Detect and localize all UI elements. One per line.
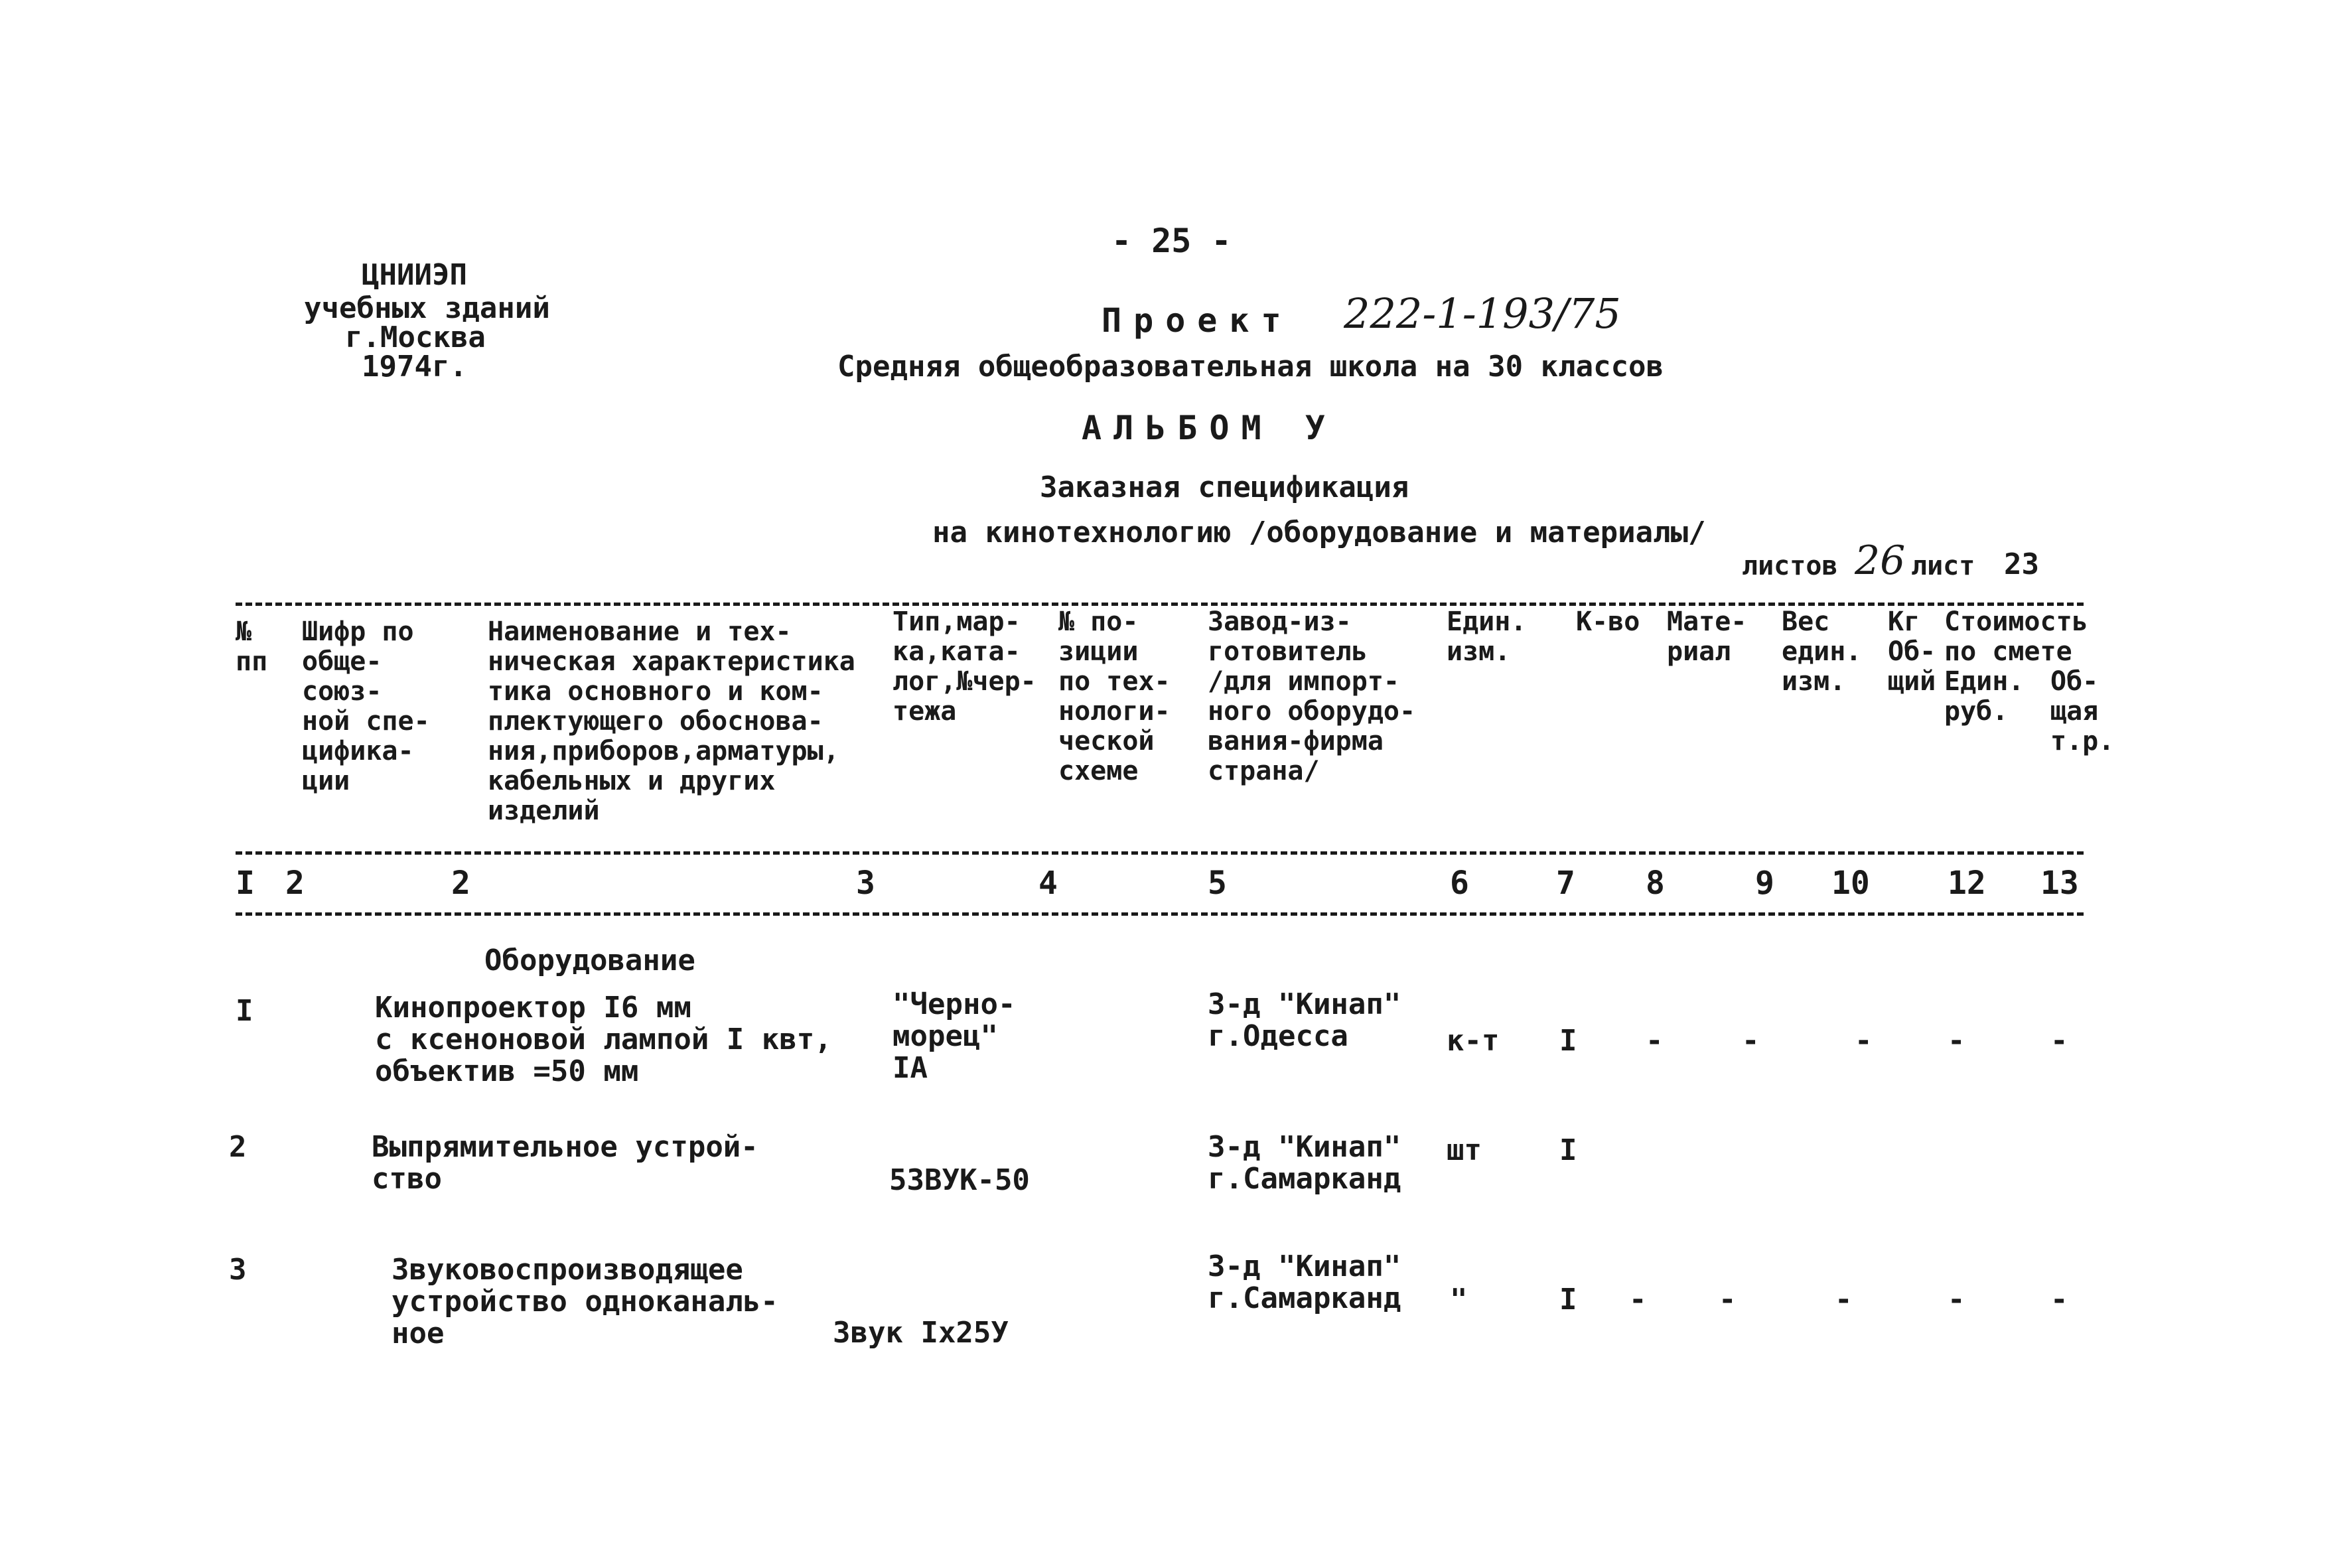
row-cost-total: - bbox=[2050, 1283, 2068, 1317]
organization-department: учебных зданий bbox=[304, 291, 550, 325]
column-number-c6: 5 bbox=[1208, 865, 1227, 902]
header-c1: № пп bbox=[236, 616, 268, 677]
sheets-total: 26 bbox=[1855, 537, 1906, 584]
header-c9: Мате- риал bbox=[1667, 606, 1747, 667]
column-number-c8: 7 bbox=[1556, 865, 1575, 902]
row-name: Выпрямительное устрой- ство bbox=[372, 1130, 758, 1196]
row-qty: I bbox=[1559, 1283, 1577, 1317]
column-number-c1: I bbox=[236, 865, 255, 902]
project-subtitle: Средняя общеобразовательная школа на 30 классов bbox=[837, 350, 1664, 384]
spec-subtitle: на кинотехнологию /оборудование и материалы/ bbox=[932, 516, 1706, 549]
row-manufacturer: З-д "Кинап" г.Самарканд bbox=[1208, 1130, 1401, 1196]
row-number: I bbox=[236, 994, 253, 1028]
row-weight-total: - bbox=[1855, 1024, 1873, 1058]
row-manufacturer: З-д "Кинап" г.Одесса bbox=[1208, 987, 1401, 1053]
row-material: - bbox=[1629, 1283, 1647, 1317]
row-weight-total: - bbox=[1835, 1283, 1853, 1317]
row-cost-unit: - bbox=[1948, 1283, 1965, 1317]
header-c13: Об- щая т.р. bbox=[2050, 666, 2115, 756]
column-number-c11: 10 bbox=[1831, 865, 1870, 902]
row-name: Кинопроектор I6 мм с ксеноновой лампой I квт, объектив =50 мм bbox=[375, 991, 832, 1088]
spec-title: Заказная спецификация bbox=[1040, 470, 1409, 504]
table-top-rule bbox=[236, 603, 2084, 606]
row-cost-total: - bbox=[2050, 1024, 2068, 1058]
row-number: 2 bbox=[229, 1130, 247, 1164]
header-c3: Наименование и тех- ническая характеристика тика основного и ком- плектующего обоснова- ния,приборов,арматуры, кабельных и других изделий bbox=[488, 616, 855, 826]
column-number-c7: 6 bbox=[1450, 865, 1469, 902]
sheet-label: лист bbox=[1911, 551, 1975, 581]
row-type: 5ЗВУК-50 bbox=[889, 1163, 1030, 1197]
row-unit: шт bbox=[1447, 1133, 1482, 1167]
project-code: 222-1-193/75 bbox=[1344, 289, 1621, 338]
row-manufacturer: З-д "Кинап" г.Самарканд bbox=[1208, 1249, 1401, 1315]
header-c7: Един. изм. bbox=[1447, 606, 1527, 667]
numbers-bottom-rule bbox=[236, 912, 2084, 916]
header-c12: Стоимость по смете Един. руб. bbox=[1944, 606, 2088, 727]
column-number-c13: 13 bbox=[2040, 865, 2079, 902]
organization-city: г.Москва bbox=[345, 321, 486, 354]
column-number-c9: 8 bbox=[1646, 865, 1665, 902]
column-number-c12: 12 bbox=[1948, 865, 1986, 902]
row-cost-unit: - bbox=[1948, 1024, 1965, 1058]
row-number: 3 bbox=[229, 1253, 247, 1287]
header-c5: № по- зиции по тех- нологи- ческой схеме bbox=[1058, 606, 1171, 786]
row-qty: I bbox=[1559, 1024, 1577, 1058]
row-unit: к-т bbox=[1447, 1024, 1500, 1058]
row-type: Звук Iх25У bbox=[833, 1316, 1009, 1350]
header-c4: Тип,мар- ка,ката- лог,№чер- тежа bbox=[892, 606, 1036, 727]
album-title: АЛЬБОМ У bbox=[1082, 409, 1337, 447]
row-type: "Черно- морец" IA bbox=[892, 987, 1016, 1085]
section-title: Оборудование bbox=[484, 944, 695, 977]
column-number-c4: 3 bbox=[856, 865, 875, 902]
header-c2: Шифр по обще- союз- ной спе- цифика- ции bbox=[302, 616, 430, 796]
organization-year: 1974г. bbox=[362, 350, 467, 384]
column-number-c5: 4 bbox=[1038, 865, 1058, 902]
header-c6: Завод-из- готовитель /для импорт- ного оборудо- вания-фирма страна/ bbox=[1208, 606, 1416, 786]
header-c11: Кг Об- щий bbox=[1888, 606, 1936, 697]
header-bottom-rule bbox=[236, 851, 2084, 855]
project-label: Проект bbox=[1102, 301, 1293, 340]
column-number-c2: 2 bbox=[285, 865, 305, 902]
header-c8: К-во bbox=[1576, 606, 1640, 637]
organization-name: ЦНИИЭП bbox=[362, 258, 467, 292]
row-qty: I bbox=[1559, 1133, 1577, 1167]
row-material: - bbox=[1646, 1024, 1664, 1058]
column-number-c3: 2 bbox=[451, 865, 470, 902]
header-c10: Вес един. изм. bbox=[1782, 606, 1862, 697]
sheets-total-label: листов bbox=[1742, 551, 1838, 581]
page-number: - 25 - bbox=[1111, 222, 1232, 260]
row-weight-unit: - bbox=[1719, 1283, 1737, 1317]
column-number-c10: 9 bbox=[1755, 865, 1774, 902]
row-name: Звуковоспроизводящее устройство одноканаль- ное bbox=[392, 1253, 778, 1350]
row-weight-unit: - bbox=[1742, 1024, 1760, 1058]
sheet-number: 23 bbox=[2004, 547, 2039, 581]
row-unit: " bbox=[1450, 1283, 1468, 1317]
